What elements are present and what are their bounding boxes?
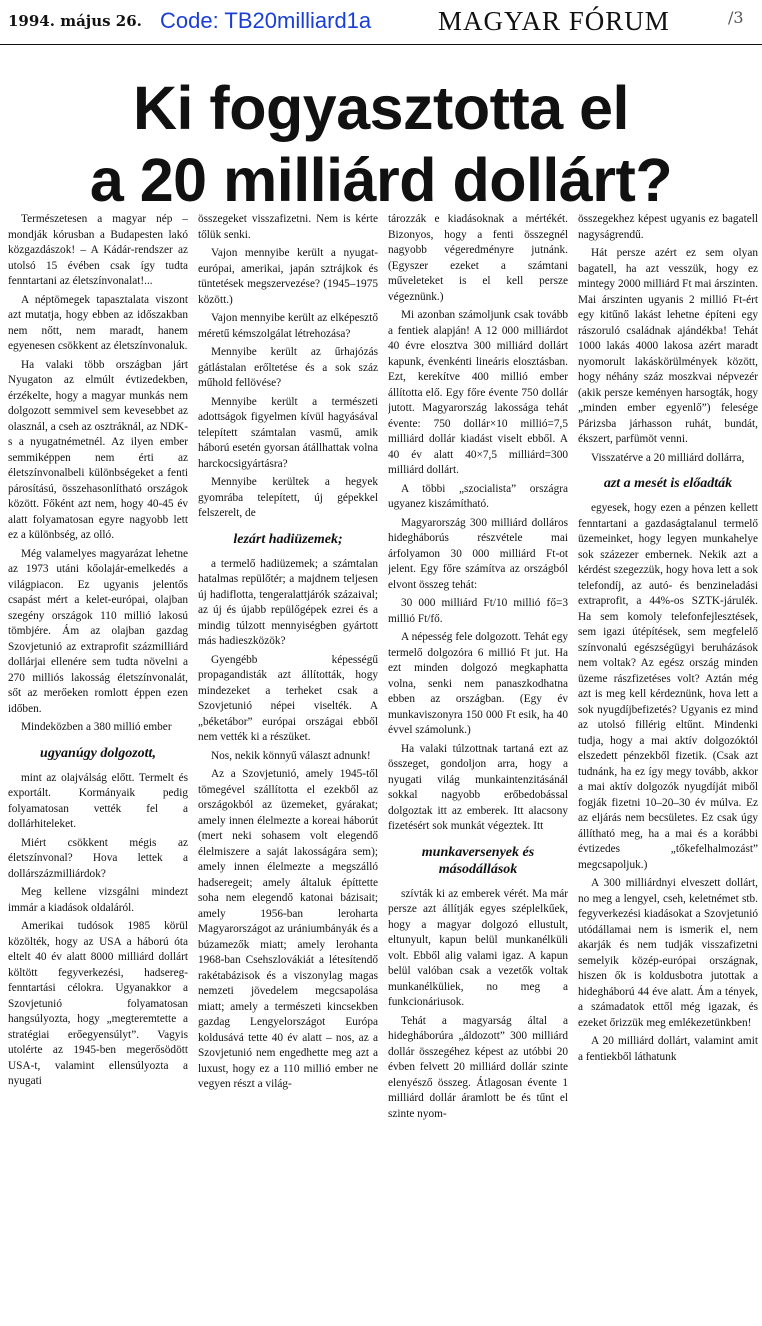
paragraph: Amerikai tudósok 1985 körül közölték, hogy az USA a háború óta eltelt 40 év alatt 8000 milliárd dollárt költött fegyverkezési, hadsereg-fenntartási célokra. Ugyanakkor a Szovjetunió folyamatosan hangsúlyozta, hogy „megteremtette a stratégiai erőegyensúlyt”. Vagyis utolérte az 1945-ben megerősödött USA-t, valamint ellensúlyozta a nyugati <box>8 920 188 1087</box>
paragraph: Mennyibe kerültek a hegyek gyomrába telepített, új gépekkel felszerelt, de <box>198 476 378 519</box>
subheading: munkaversenyek és másodállások <box>421 844 535 877</box>
paragraph: összegekhez képest ugyanis ez bagatell nagyságrendű. <box>578 213 758 241</box>
header-divider <box>0 44 762 45</box>
paragraph: mint az olajválság előtt. Termelt és exportált. Kormányaik pedig folyamatosan vették fel a dollárhiteleket. <box>8 771 188 830</box>
paragraph: A 20 milliárd dollárt, valamint amit a fentiekből láthatunk <box>578 1035 758 1063</box>
paragraph: Természetesen a magyar nép – mondják kórusban a Budapesten lakó közgazdászok! – A Kádár-rendszer az utolsó 15 évében csak így tudta fenntartani az életszínvonalat!... <box>8 213 188 287</box>
paragraph: összegeket visszafizetni. Nem is kérte tőlük senki. <box>198 213 378 241</box>
page-header <box>0 0 762 46</box>
paragraph: Mennyibe került a természeti adottságok figyelmen kívül hagyásával telepített számtalan vasmű, amik háború esetén gyorsan átállhattak volna harckocsigyártásra? <box>198 395 378 470</box>
document-code: Code: TB20milliard1a <box>160 8 372 33</box>
article-title-line-2: a 20 milliárd dollárt? <box>89 146 673 214</box>
paragraph: Mennyibe került az űrhajózás gátlástalan erőltetése és a sok száz műhold fellövése? <box>198 346 378 389</box>
paragraph: A népesség fele dolgozott. Tehát egy termelő dolgozóra 6 millió Ft jut. Ha ezt minden dolgozó megkaphatta volna, senki nem panaszkodhatna ebben az országban. (Egy év munkaviszonyra 150 000 Ft esik, ha 40 évvel számolunk.) <box>388 631 568 736</box>
publication-name: MAGYAR FÓRUM <box>438 6 670 36</box>
article-title <box>0 72 762 216</box>
paragraph: Hát persze azért ez sem olyan bagatell, ha azt vesszük, hogy ez mintegy 2000 milliárd Ft mai árszinten. Mai árszinten ugyanis 2 millió Ft-ért egy kitűnő lakást lehetne építeni egy rászoruló családnak ajándékba! Tehát 1000 lakás 4000 lakosa azért maradt nyomorult lakáskörülmények között, hogy néhány száz moszkvai népvezér (akik persze keményen harsogták, hogy „minden ember egyenlő”) felesége Párizsba járhasson ruhát, bundát, ékszert, parfümöt venni. <box>578 247 758 445</box>
paragraph: Visszatérve a 20 milliárd dollárra, <box>591 451 745 464</box>
paragraph: Vajon mennyibe került a nyugat-európai, amerikai, japán sztrájkok és tüntetések megszervezése? (1945–1975 között.) <box>198 247 378 306</box>
paragraph: szívták ki az emberek vérét. Ma már persze azt állítják egyes széplelkűek, hogy a magyar dolgozó ellustult, eltunyult, kapun belül munkanélküli volt. Ebből alig valami igaz. A kapun belül valóban csak a vezetők voltak munkanélküliek, no meg a funkcionáriusok. <box>388 887 568 1008</box>
paragraph: Ha valaki túlzottnak tartaná ezt az összeget, gondoljon arra, hogy a nyugati világ munkaintenzitásánál sokkal nagyobb erőbedobással dolgoztak itt az emberek. Itt alacsony fizetésért sok munkát végeztek. Itt <box>388 742 568 832</box>
subheading: azt a mesét is előadták <box>603 476 733 491</box>
paragraph: Magyarország 300 milliárd dolláros hidegháborús részvétele mai árfolyamon 30 000 milliárd Ft-ot jelent. Egy főre számítva az országból elvont összeg tehát: <box>388 516 568 591</box>
paragraph: Az a Szovjetunió, amely 1945-től tömegével szállította el ezekből az országokból az üzemeket, gyárakat; amely innen élelmezte a koreai háborút (mert neki sohasem volt elegendő élelmiszere a saját lakosságára sem); amely innen élelmezte a megszálló hadseregeit; amely általuk építtette soha nem elegendő katonai bázisait; amely 1956-ban leroharta Magyarországot az urániumbányák és a búzamezők miatt; amely lerohanta 1968-ban Csehszlovákiát a létesítendő rakétabázisok és a viszonylag magas nemzeti jövedelem megcsapolása miatt; amely a természeti kincsekben gazdag Lengyelországot Európa koldusává tette 40 év alatt – nos, az a Szovjetunió nem engedhette meg azt a luxust, hogy ez a 110 millió ember ne vegyen részt a világ- <box>198 768 378 1090</box>
paragraph: egyesek, hogy ezen a pénzen kellett fenntartani a gazdaságtalanul termelő üzemeinket, hogy legyen munkahelye sok százezer embernek. Nekik azt a kérdést szegezzük, hogy hova lett a sok telefondíj, az autó- és benzineladási extraprofit, a 44%-os SZTK-járulék. Ha sem komoly telefonfejlesztések, sem igazi útépítések, sem megfelelő színvonalú egészségügyi beruházások nem voltak? Az egész ország minden üzeme rászfizetéses volt? Aztán még azt is meg kell kérdeznünk, hova lett a sok nyugdíjbefizetés? Ugyanis ez mind az utolsó fillérig eltűnt. Mindenki tudja, hogy a mai aktív dolgozóktól elszedett pénzekből fizetik. (Csak azt tudnánk, ha ez így megy tovább, akkor a mai aktív dolgozók nyugdíját miből fogják fizetni 10–20–30 év múlva. Ez az eljárás nem becsületes. Ez csak úgy állítható meg, ha a mai és a korábbi évtizedes „tőkefelhalmozást” megcsapoljuk.) <box>578 502 758 871</box>
paragraph: A 300 milliárdnyi elveszett dollárt, no meg a lengyel, cseh, keletnémet stb. fegyverkezési kiadásokat a Szovjetunió utódállamai nem is ismerik el, nem akarják és nem tudják visszafizetni semelyik közép-európai országnak, hiszen ők is koldusbotra jutottak a hidegháború 44 éve alatt. Ám a tények, a számadatok ettől még igazak, és ezeket őrizzük meg emlékezetünkben! <box>578 877 758 1029</box>
paragraph: A többi „szocialista” országra ugyanez kiszámítható. <box>388 482 568 510</box>
paragraph: a termelő hadiüzemek; a számtalan hatalmas repülőtér; a majdnem teljesen új hadiflotta, tengeralattjárók százaival; az új és újabb repülőgépek ezrei és a mindig túlzott mennyiségben gyártott más hadieszközök? <box>198 557 378 647</box>
subheading: lezárt hadiüzemek; <box>233 531 343 547</box>
article-title-line-1: Ki fogyasztotta el <box>132 74 629 142</box>
issue-date: 1994. május 26. <box>8 12 142 30</box>
paragraph: Mi azonban számoljunk csak tovább a fentiek alapján! A 12 000 milliárdot 40 évre elosztva 300 milliárd dollárt kapunk, évenkénti lineáris elosztásban. Ezt, kerekítve 400 millió ember állította elő. Egy főre évente 750 dollár jutott. Magyarország lakossága tehát évente: 750 dollár×10 millió=7,5 milliárd dollár kiadást viselt ebből. A 40 év alatt 40×7,5 milliárd=300 milliárd dollárt. <box>388 309 568 476</box>
paragraph: Ha valaki több országban járt Nyugaton az elmúlt évtizedekben, érzékelte, hogy a magyar munkás nem dolgozott semmivel sem kevesebbet az olasznál, a cseh az osztráknál, az NDK-s a nyugatnémetnél. Az ilyen ember semmiképpen nem érti az életszínvonalbeli különbségeket a fenti párosítású, összehasonlítható országok között. Főként azt nem, hogy 40-45 év alatt folyamatosan egyre nagyobb lett ez a különbség, az olló. <box>8 358 188 541</box>
paragraph: Mindeközben a 380 millió ember <box>21 721 172 733</box>
article-column-3 <box>388 212 568 1326</box>
paragraph: tározzák e kiadásoknak a mértékét. Bizonyos, hogy a fenti összegnél nagyobb végeredményre jutnánk. (Egyszer ezeket a számtani műveleteket is el kell persze végeznünk.) <box>388 213 568 303</box>
paragraph: Még valamelyes magyarázat lehetne az 1973 utáni kőolajár-emelkedés a világpiacon. Ez ugyanis jelentős csapást mért a kelet-európai, olajban szegény országok 110 millió lakosú tömbjére. Ám az olajban gazdag Szovjetunió az extraprofit százmilliárd dollárjai ellenére sem tudta növelni a 270 milliós lakosság életszínvonalát, sőt az merőeken romlott éppen ezen időben. <box>8 547 188 715</box>
page-mark: /3 <box>728 8 744 27</box>
paragraph: Tehát a magyarság által a hidegháborúra „áldozott” 300 milliárd dollár összegéhez képest az utóbbi 20 évben felvett 20 milliárd dollár szinte elenyésző összeg. Átlagosan évente 1 milliárd dollár áramlott be és tűnt el szinte nyom- <box>388 1014 568 1120</box>
paragraph: Gyengébb képességű propagandisták azt állították, hogy mindezeket a terheket csak a Szovjetunió népei viselték. A „béketábor” európai országai ebből nem vették ki a részüket. <box>198 653 378 743</box>
article-column-1 <box>8 212 188 1326</box>
paragraph: 30 000 milliárd Ft/10 millió fő=3 millió Ft/fő. <box>388 597 568 625</box>
paragraph: Vajon mennyibe került az elképesztő méretű kémszolgálat létrehozása? <box>198 312 378 340</box>
article-column-4 <box>578 212 758 1326</box>
paragraph: Miért csökkent mégis az életszínvonal? Hova lettek a dollárszázmilliárdok? <box>8 836 188 880</box>
paragraph: Nos, nekik könnyű választ adnunk! <box>211 749 371 762</box>
paragraph: A néptömegek tapasztalata viszont azt mutatja, hogy ebben az időszakban nem nőtt, nem maradt, hanem egyenesen csökkent az életszínvonaluk. <box>8 293 188 352</box>
paragraph: Meg kellene vizsgálni mindezt immár a kiadások oldaláról. <box>8 886 188 914</box>
article-column-2 <box>198 212 378 1326</box>
subheading: ugyanúgy dolgozott, <box>40 745 156 761</box>
